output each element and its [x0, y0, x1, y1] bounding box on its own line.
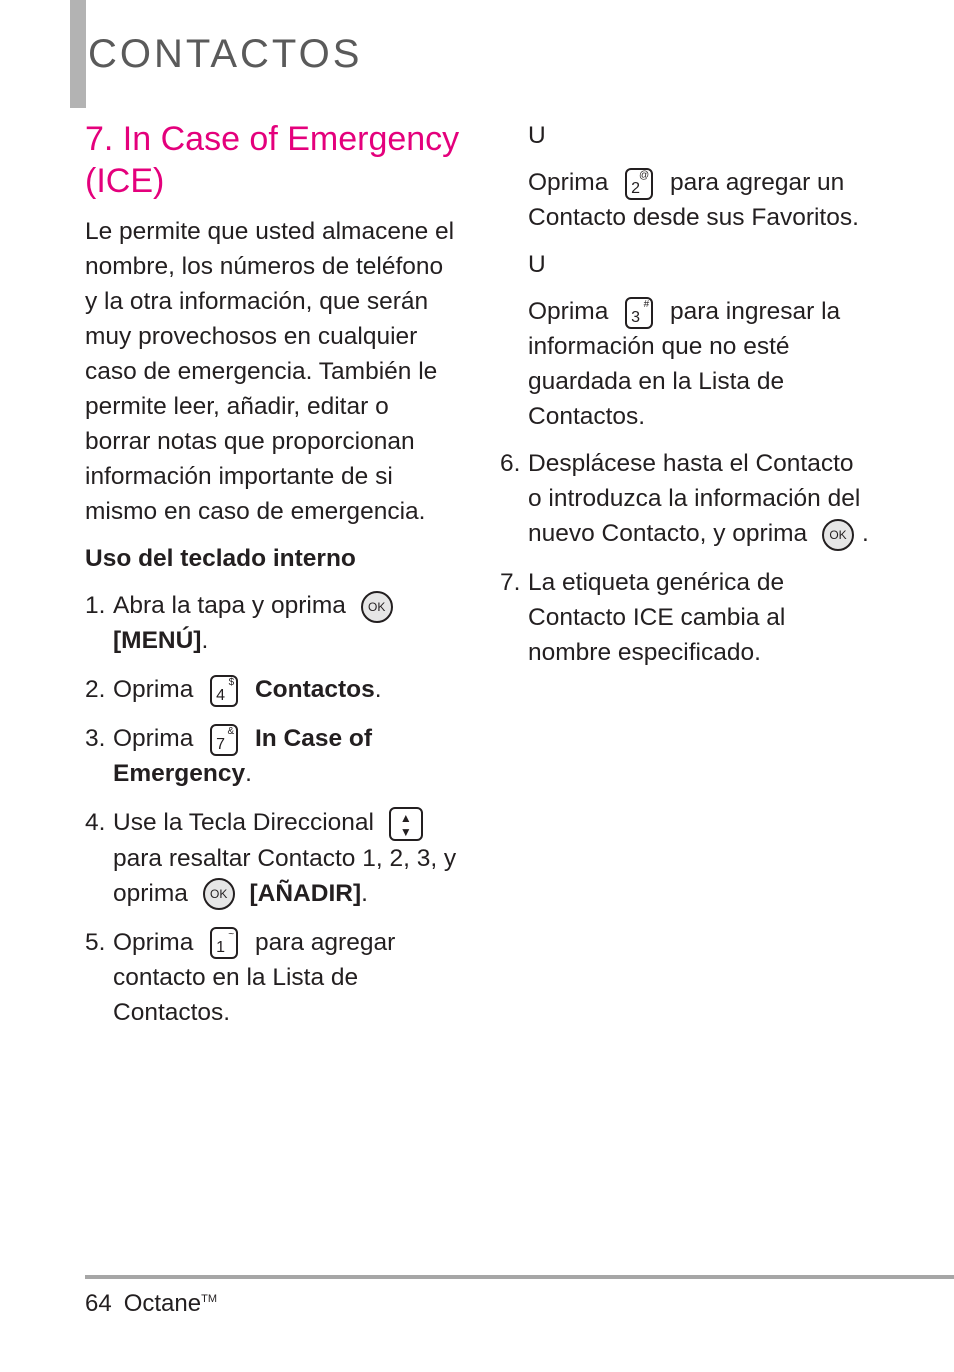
step-3: 3. Oprima 7 & In Case of Emergency.: [85, 725, 373, 787]
key-2-icon: 2 @: [625, 168, 653, 200]
right-column: [500, 118, 870, 684]
ok-key-icon: OK: [361, 591, 393, 623]
key-4-icon: 4 $: [210, 675, 238, 707]
section-title: CONTACTOS: [88, 32, 363, 76]
step-4: 4. Use la Tecla Direccional ▲ ▼ para resaltar Contacto 1, 2, 3, y oprima OK [AÑADIR].: [85, 805, 460, 911]
trademark: TM: [201, 1293, 217, 1305]
step-5: 5. Oprima 1 ~ para agregar contacto en la Lista de Contactos.: [85, 928, 396, 1026]
page-footer: [85, 1290, 217, 1318]
subheading: Uso del teclado interno: [85, 545, 356, 572]
ok-key-icon: OK: [822, 519, 854, 551]
key-7-icon: 7 &: [210, 724, 238, 756]
option-key-3: Oprima 3 # para ingresar la información que no esté guardada en la Lista de Contactos.: [528, 298, 841, 430]
navigation-key-icon: ▲ ▼: [389, 807, 423, 841]
step-6: 6. Desplácese hasta el Contacto o introduzca la información del nuevo Contacto, y oprima OK .: [500, 446, 870, 551]
key-3-icon: 3 #: [625, 297, 653, 329]
footer-rule: [85, 1275, 954, 1279]
intro-paragraph: Le permite que usted almacene el nombre, los números de teléfono y la otra información, que serán muy provechosos en cualquier caso de emergencia. También le permite leer, añadir, editar o borrar notas que proporcionan información importante de si mismo en caso de emergencia.: [85, 218, 455, 525]
step-2: 2. Oprima 4 $ Contactos.: [85, 672, 460, 707]
or-text: U: [528, 251, 546, 278]
left-column: [85, 118, 460, 1044]
product-name: Octane: [123, 1290, 202, 1317]
step-7: 7. La etiqueta genérica de Contacto ICE cambia al nombre especificado.: [500, 569, 786, 666]
key-1-icon: 1 ~: [210, 927, 238, 959]
step-1: 1. Abra la tapa y oprima OK [MENÚ].: [85, 588, 460, 658]
page-number: 64: [85, 1290, 112, 1317]
or-text: U: [528, 122, 546, 149]
header-bar: [70, 0, 86, 108]
page-heading: 7. In Case of Emergency (ICE): [85, 120, 460, 200]
option-key-2: Oprima 2 @ para agregar un Contacto desde sus Favoritos.: [528, 169, 859, 231]
ok-key-icon: OK: [203, 878, 235, 910]
